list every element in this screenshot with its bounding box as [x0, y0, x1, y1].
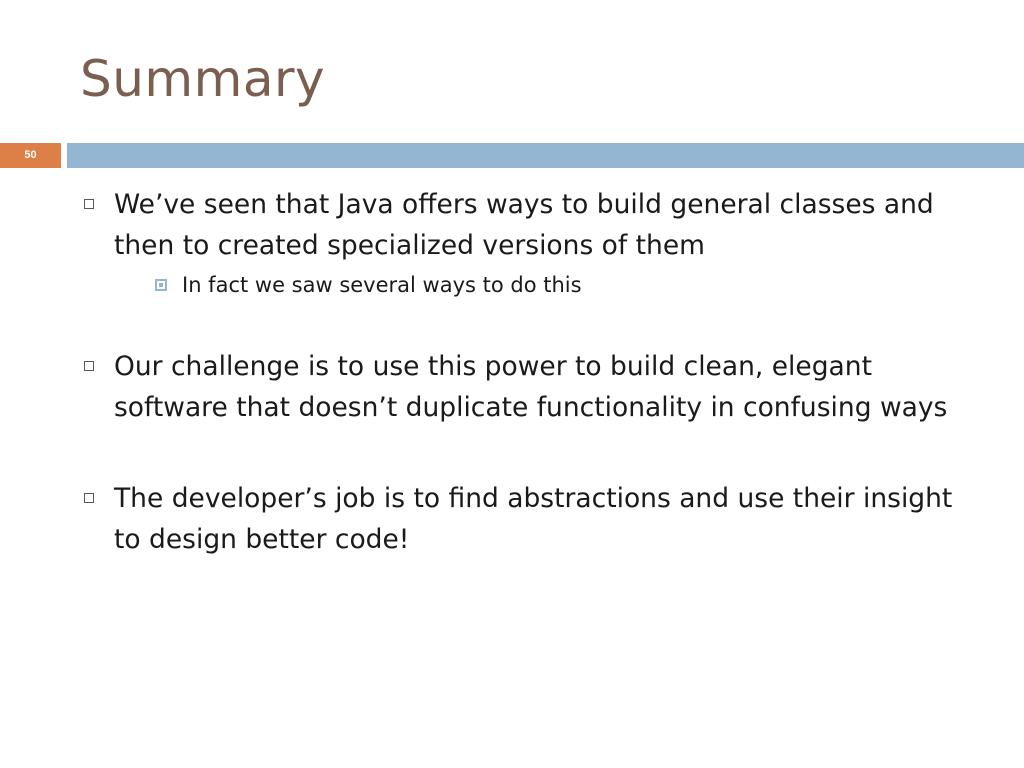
sub-bullet-text: In fact we saw several ways to do this	[182, 273, 582, 297]
slide-content	[80, 184, 980, 610]
square-sub-bullet-icon	[155, 279, 167, 291]
bullet-text: Our challenge is to use this power to build clean, elegant software that doesn’t duplicate functionality in confusing ways	[114, 351, 948, 423]
sub-bullet-item	[148, 270, 980, 300]
bullet-item	[80, 478, 980, 560]
hollow-square-bullet-icon	[84, 199, 94, 209]
accent-bar	[67, 143, 1024, 168]
bullet-text: We’ve seen that Java offers ways to build general classes and then to created specialized versions of them	[114, 189, 934, 261]
slide-title: Summary	[80, 50, 326, 108]
hollow-square-bullet-icon	[84, 493, 94, 503]
bullet-text: The developer’s job is to find abstractions and use their insight to design better code!	[114, 483, 953, 555]
bullet-item	[80, 184, 980, 300]
bullet-item	[80, 346, 980, 428]
hollow-square-bullet-icon	[84, 361, 94, 371]
page-number: 50	[24, 149, 37, 161]
